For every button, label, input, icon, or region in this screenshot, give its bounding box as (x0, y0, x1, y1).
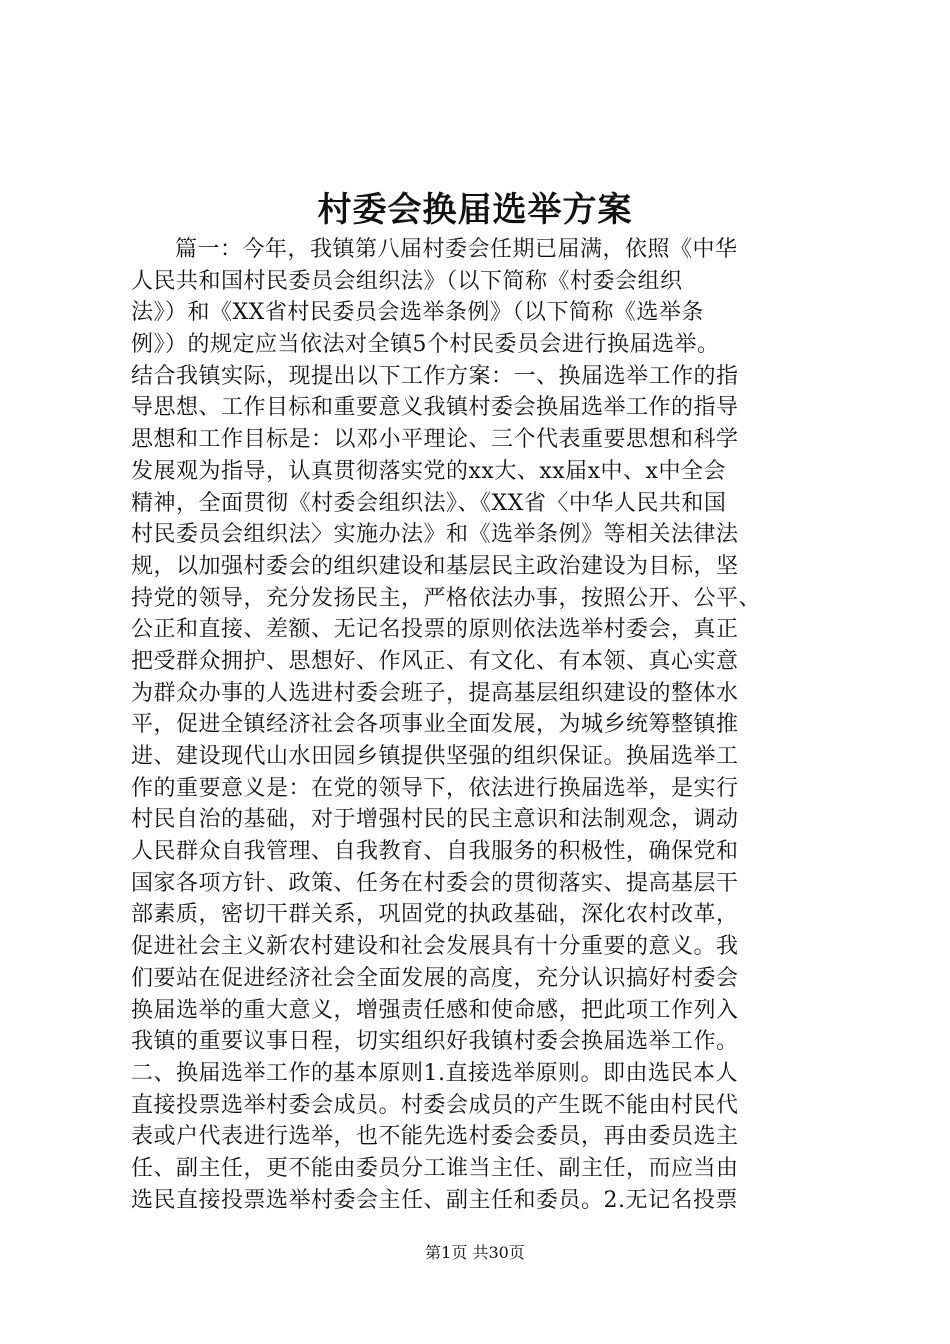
body-line: 思想和工作目标是：以邓小平理论、三个代表重要思想和科学 (131, 427, 739, 453)
body-line: 二、换届选举工作的基本原则1.直接选举原则。即由选民本人 (131, 1060, 738, 1086)
body-line: 们要站在促进经济社会全面发展的高度，充分认识搞好村委会 (131, 965, 739, 991)
body-line: 人民共和国村民委员会组织法》（以下简称《村委会组织 (131, 268, 683, 294)
body-line: 规，以加强村委会的组织建设和基层民主政治建设为目标，坚 (131, 553, 739, 579)
body-line: 进、建设现代山水田园乡镇提供坚强的组织保证。换届选举工 (131, 744, 739, 769)
body-line: 我镇的重要议事日程，切实组织好我镇村委会换届选举工作。 (131, 1029, 739, 1055)
body-line: 国家各项方针、政策、任务在村委会的贯彻落实、提高基层干 (131, 870, 739, 896)
body-line: 发展观为指导，认真贯彻落实党的xx大、xx届x中、x中全会 (131, 458, 726, 484)
body-line: 平，促进全镇经济社会各项事业全面发展，为城乡统筹整镇推 (131, 712, 739, 738)
body-line: 直接投票选举村委会成员。村委会成员的产生既不能由村民代 (131, 1092, 739, 1118)
body-line: 村民委员会组织法〉实施办法》和《选举条例》等相关法律法 (131, 522, 739, 548)
body-line: 例》）的规定应当依法对全镇5个村民委员会进行换届选举。 (131, 332, 720, 358)
body-line: 促进社会主义新农村建设和社会发展具有十分重要的意义。我 (131, 934, 739, 960)
body-line: 持党的领导，充分发扬民主，严格依法办事，按照公开、公平、 (131, 585, 762, 611)
body-line: 导思想、工作目标和重要意义我镇村委会换届选举工作的指导 (131, 395, 739, 421)
body-line: 法》）和《XX省村民委员会选举条例》（以下简称《选举条 (131, 300, 704, 326)
body-line: 作的重要意义是：在党的领导下，依法进行换届选举，是实行 (131, 775, 739, 801)
body-line: 村民自治的基础，对于增强村民的民主意识和法制观念，调动 (131, 807, 739, 833)
body-line: 公正和直接、差额、无记名投票的原则依法选举村委会，真正 (131, 617, 739, 643)
body-line: 任、副主任，更不能由委员分工谁当主任、副主任，而应当由 (131, 1155, 739, 1181)
document-title: 村委会换届选举方案 (317, 190, 633, 230)
body-line: 结合我镇实际，现提出以下工作方案：一、换届选举工作的指 (131, 363, 739, 389)
body-line: 表或户代表进行选举，也不能先选村委会委员，再由委员选主 (131, 1124, 739, 1150)
body-line: 换届选举的重大意义，增强责任感和使命感，把此项工作列入 (131, 997, 739, 1023)
page-number-footer: 第1页 共30页 (425, 1243, 525, 1262)
document-body (131, 234, 831, 1216)
body-line: 篇一：今年，我镇第八届村委会任期已届满，依照《中华 (175, 237, 738, 262)
body-line: 人民群众自我管理、自我教育、自我服务的积极性，确保党和 (131, 839, 739, 865)
body-line: 选民直接投票选举村委会主任、副主任和委员。2.无记名投票 (131, 1187, 738, 1213)
body-line: 把受群众拥护、思想好、作风正、有文化、有本领、真心实意 (131, 648, 739, 674)
body-line: 为群众办事的人选进村委会班子，提高基层组织建设的整体水 (131, 680, 739, 706)
body-line: 部素质，密切干群关系，巩固党的执政基础，深化农村改革， (131, 902, 739, 928)
body-line: 精神，全面贯彻《村委会组织法》、《XX省〈中华人民共和国 (131, 490, 727, 516)
